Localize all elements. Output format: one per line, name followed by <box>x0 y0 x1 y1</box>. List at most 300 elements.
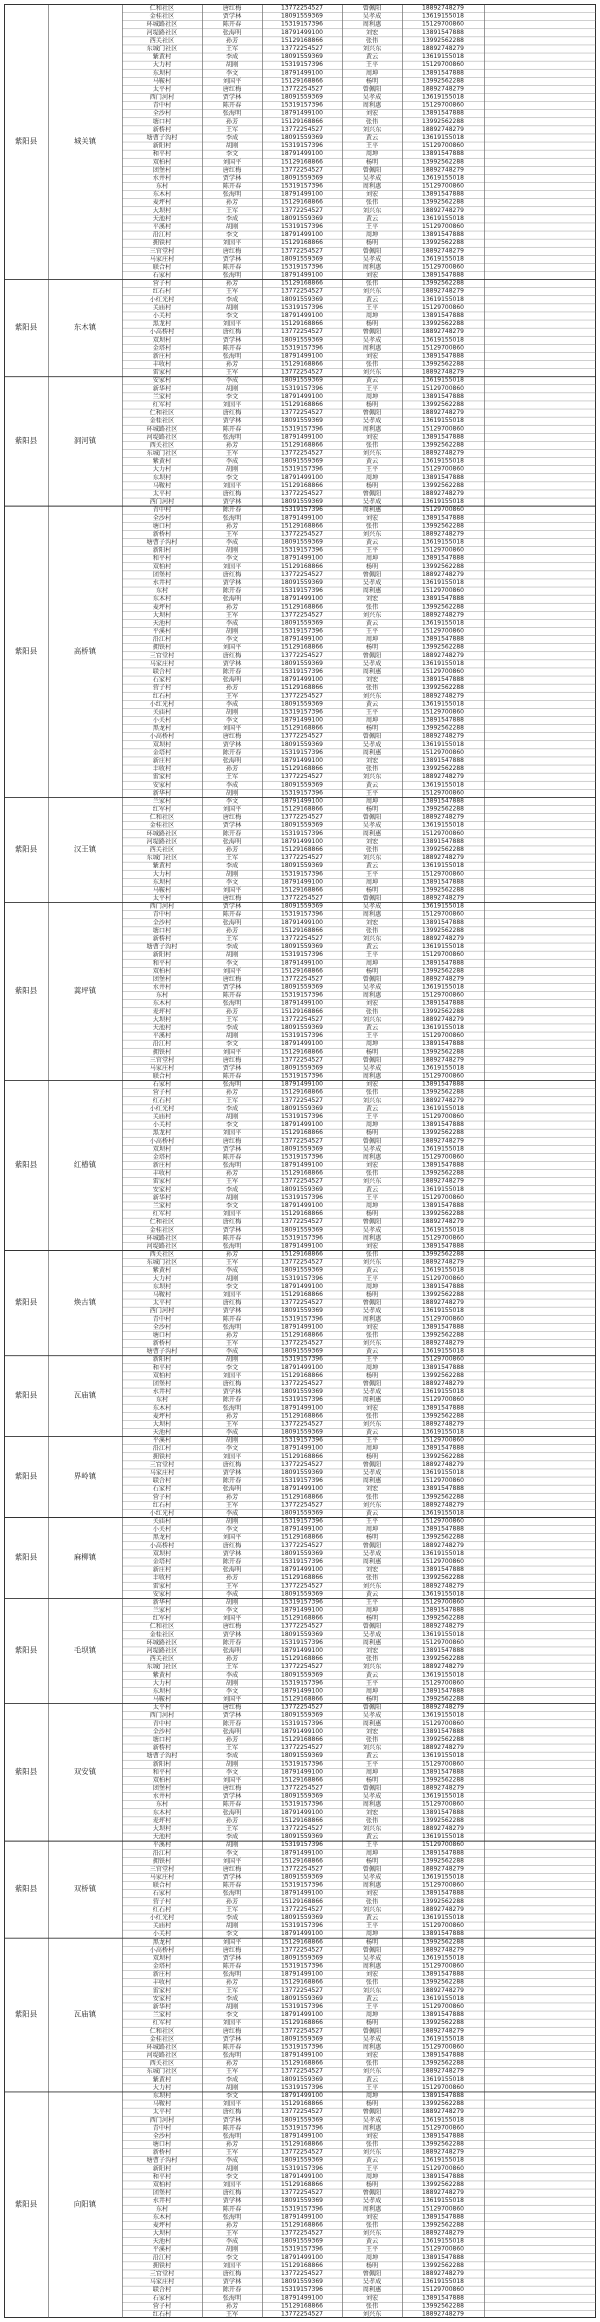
village-cell: 河堤路社区 <box>146 29 178 37</box>
village-cell: 沿江村 <box>152 231 172 239</box>
leader-phone-cell: 18091559369 <box>281 12 323 20</box>
contact-phone-cell: 18892748279 <box>422 975 464 983</box>
contact-name-cell: 王平 <box>365 870 379 878</box>
village-cell: 大力村 <box>152 466 172 474</box>
contact-phone-cell: 15129700860 <box>422 1113 464 1120</box>
leader-name-cell: 王军 <box>225 692 239 700</box>
leader-name-cell: 张海明 <box>222 2213 242 2221</box>
leader-name-cell: 贾学林 <box>222 1307 242 1315</box>
leader-name-cell: 王军 <box>225 1744 239 1752</box>
leader-name-cell: 孙芳 <box>225 441 239 449</box>
leader-name-cell: 李文 <box>225 878 239 886</box>
leader-phone-cell: 15319157396 <box>281 1153 323 1161</box>
contact-name-cell: 刘宏 <box>365 1809 379 1817</box>
contact-phone-cell: 15129700860 <box>422 61 464 69</box>
leader-name-cell: 李成 <box>225 2157 239 2165</box>
village-cell: 环城路社区 <box>146 2043 178 2051</box>
village-cell: 新庄村 <box>152 757 172 765</box>
village-cell: 仁和社区 <box>149 409 175 417</box>
leader-name-cell: 胡刚 <box>225 2084 239 2092</box>
town-label: 红椿镇 <box>73 1160 97 1170</box>
village-cell: 马鞍村 <box>152 482 172 490</box>
village-cell: 大坝村 <box>152 611 172 619</box>
contact-name-cell: 王平 <box>365 1356 379 1364</box>
leader-name-cell: 贾学林 <box>222 1388 242 1396</box>
leader-phone-cell: 18791499100 <box>281 231 323 239</box>
leader-name-cell: 胡刚 <box>225 1518 239 1526</box>
town-label: 向阳镇 <box>73 2199 97 2209</box>
leader-name-cell: 李成 <box>225 1024 239 1032</box>
leader-name-cell: 贾学林 <box>222 2116 242 2124</box>
contact-phone-cell: 18892748279 <box>422 449 464 457</box>
village-cell: 和平村 <box>152 150 172 158</box>
village-cell: 东城门社区 <box>146 1663 178 1671</box>
leader-name-cell: 李文 <box>225 2254 239 2262</box>
contact-name-cell: 周利惠 <box>362 1963 382 1971</box>
village-cell: 塘口村 <box>152 1736 172 1744</box>
contact-name-cell: 杨明 <box>365 1453 379 1461</box>
contact-phone-cell: 18892748279 <box>422 1501 464 1509</box>
village-cell: 河堤路社区 <box>146 1647 178 1655</box>
leader-name-cell: 孙芳 <box>225 1979 239 1987</box>
leader-name-cell: 孙芳 <box>225 2060 239 2068</box>
leader-name-cell: 孙芳 <box>225 1655 239 1663</box>
leader-phone-cell: 18091559369 <box>281 255 323 263</box>
leader-name-cell: 孙芳 <box>225 1493 239 1501</box>
contact-phone-cell: 13891547888 <box>422 392 464 400</box>
contact-name-cell: 吴孝成 <box>362 1550 382 1558</box>
village-cell: 团堡村 <box>152 1785 172 1793</box>
contact-phone-cell: 13619155018 <box>422 740 464 748</box>
village-cell: 河堤路社区 <box>146 838 178 846</box>
village-cell: 西关社区 <box>149 846 175 854</box>
leader-phone-cell: 18791499100 <box>281 1889 323 1897</box>
leader-phone-cell: 13772254527 <box>281 2067 323 2075</box>
village-cell: 丰收村 <box>152 1574 172 1582</box>
contact-name-cell: 王平 <box>365 1922 379 1930</box>
leader-phone-cell: 18091559369 <box>281 93 323 101</box>
village-cell: 东村 <box>155 2205 169 2213</box>
contact-name-cell: 曾佩阳 <box>362 1623 382 1631</box>
leader-name-cell: 唐红梅 <box>222 895 242 903</box>
leader-name-cell: 陈开春 <box>222 2286 242 2294</box>
contact-name-cell: 曾佩阳 <box>362 1461 382 1469</box>
contact-phone-cell: 18892748279 <box>422 570 464 578</box>
contact-name-cell: 杨明 <box>365 967 379 975</box>
contact-name-cell: 周利惠 <box>362 344 382 352</box>
village-cell: 天池村 <box>152 1024 172 1032</box>
contact-name-cell: 黄云 <box>365 1752 379 1760</box>
leader-phone-cell: 18091559369 <box>281 2197 323 2205</box>
contact-phone-cell: 13992562288 <box>422 1331 464 1339</box>
contact-phone-cell: 15129700860 <box>422 1032 464 1040</box>
contact-phone-cell: 13619155018 <box>422 1064 464 1072</box>
leader-phone-cell: 18791499100 <box>281 1485 323 1493</box>
leader-name-cell: 李文 <box>225 1040 239 1048</box>
leader-name-cell: 唐红梅 <box>222 814 242 822</box>
leader-name-cell: 陈开春 <box>222 1801 242 1809</box>
leader-phone-cell: 15319157396 <box>281 1072 323 1080</box>
village-cell: 新华村 <box>152 1194 172 1202</box>
leader-phone-cell: 15319157396 <box>281 1598 323 1606</box>
contact-phone-cell: 15129700860 <box>422 1679 464 1687</box>
contact-phone-cell: 15129700860 <box>422 546 464 554</box>
village-cell: 麦坪村 <box>152 1817 172 1825</box>
leader-phone-cell: 15319157396 <box>281 546 323 554</box>
leader-phone-cell: 13772254527 <box>281 692 323 700</box>
contact-phone-cell: 13619155018 <box>422 2075 464 2083</box>
contact-name-cell: 周利惠 <box>362 1801 382 1809</box>
leader-name-cell: 王军 <box>225 369 239 377</box>
leader-name-cell: 陈开春 <box>222 1234 242 1242</box>
village-cell: 红石村 <box>152 1501 172 1509</box>
contact-name-cell: 曾佩阳 <box>362 571 382 579</box>
contact-name-cell: 刘宏 <box>365 2213 379 2221</box>
contact-name-cell: 张伟 <box>365 603 379 611</box>
village-cell: 营子村 <box>152 280 172 288</box>
village-cell: 马家庄村 <box>149 660 175 668</box>
village-cell: 团堡村 <box>152 975 172 983</box>
village-cell: 三官堂村 <box>149 247 175 255</box>
village-cell: 关庙村 <box>152 304 172 312</box>
leader-name-cell: 唐红梅 <box>222 166 242 174</box>
contact-phone-cell: 13619155018 <box>422 619 464 627</box>
contact-name-cell: 刘宏 <box>365 1566 379 1574</box>
village-cell: 天池村 <box>152 1833 172 1841</box>
county-label: 紫阳县 <box>14 1471 38 1481</box>
contact-phone-cell: 13992562288 <box>422 926 464 934</box>
village-cell: 紫黄村 <box>152 862 172 870</box>
contact-phone-cell: 15129700860 <box>422 991 464 999</box>
village-cell: 马鞍村 <box>152 1291 172 1299</box>
contact-name-cell: 曾佩阳 <box>362 1056 382 1064</box>
leader-name-cell: 李文 <box>225 555 239 563</box>
leader-phone-cell: 18791499100 <box>281 716 323 724</box>
contact-name-cell: 曾佩阳 <box>362 975 382 983</box>
leader-phone-cell: 13772254527 <box>281 206 323 214</box>
leader-phone-cell: 18091559369 <box>281 2156 323 2164</box>
county-label: 紫阳县 <box>14 1645 38 1655</box>
leader-phone-cell: 18091559369 <box>281 983 323 991</box>
contact-phone-cell: 15129700860 <box>422 2003 464 2010</box>
contact-phone-cell: 15129700860 <box>422 20 464 28</box>
leader-name-cell: 贾学林 <box>222 498 242 506</box>
contact-phone-cell: 15129700860 <box>422 2083 464 2091</box>
leader-phone-cell: 13772254527 <box>281 1905 323 1913</box>
contact-name-cell: 刘宏 <box>365 1323 379 1331</box>
leader-phone-cell: 18091559369 <box>281 1711 323 1719</box>
village-cell: 联合村 <box>152 1477 172 1485</box>
leader-name-cell: 李成 <box>225 1833 239 1841</box>
county-label: 紫阳县 <box>14 2199 38 2209</box>
leader-name-cell: 胡刚 <box>225 951 239 959</box>
leader-name-cell: 陈开春 <box>222 992 242 1000</box>
contact-name-cell: 周利惠 <box>362 1396 382 1404</box>
village-cell: 双柏村 <box>152 1776 172 1784</box>
leader-phone-cell: 13772254527 <box>281 1096 323 1104</box>
leader-phone-cell: 13772254527 <box>281 1865 323 1873</box>
contact-phone-cell: 13992562288 <box>422 2100 464 2108</box>
contact-name-cell: 张伟 <box>365 765 379 773</box>
contact-phone-cell: 13992562288 <box>422 36 464 44</box>
contact-phone-cell: 13891547888 <box>422 150 464 158</box>
leader-name-cell: 孙芳 <box>225 2141 239 2149</box>
leader-phone-cell: 15319157396 <box>281 142 323 150</box>
contact-phone-cell: 18892748279 <box>422 732 464 740</box>
contact-name-cell: 黄云 <box>365 215 379 223</box>
document-page <box>4 4 596 2318</box>
leader-name-cell: 王军 <box>225 2068 239 2076</box>
leader-name-cell: 李成 <box>225 377 239 385</box>
contact-phone-cell: 15129700860 <box>422 2286 464 2294</box>
leader-phone-cell: 15319157396 <box>281 668 323 675</box>
leader-name-cell: 李文 <box>225 2173 239 2181</box>
village-cell: 紫黄村 <box>152 2076 172 2084</box>
leader-name-cell: 贾学林 <box>222 13 242 21</box>
contact-phone-cell: 15129700860 <box>422 789 464 797</box>
contact-phone-cell: 18892748279 <box>422 1744 464 1752</box>
village-cell: 团堡村 <box>152 2189 172 2197</box>
leader-name-cell: 唐红梅 <box>222 1137 242 1145</box>
contact-phone-cell: 13891547888 <box>422 312 464 319</box>
contact-name-cell: 刘宏 <box>365 1485 379 1493</box>
contact-phone-cell: 18892748279 <box>422 1299 464 1307</box>
village-cell: 东城门社区 <box>146 45 178 53</box>
leader-name-cell: 李文 <box>225 474 239 482</box>
contact-name-cell: 王平 <box>365 1437 379 1445</box>
contact-phone-cell: 13619155018 <box>422 336 464 344</box>
village-cell: 太平村 <box>152 85 172 93</box>
village-cell: 大坝村 <box>152 1825 172 1833</box>
leader-name-cell: 孙芳 <box>225 2302 239 2310</box>
contact-phone-cell: 15129700860 <box>422 303 464 311</box>
leader-phone-cell: 18791499100 <box>281 1161 323 1169</box>
contact-phone-cell: 13891547888 <box>422 595 464 603</box>
contact-phone-cell: 18892748279 <box>422 530 464 538</box>
leader-name-cell: 陈开春 <box>222 102 242 110</box>
contact-phone-cell: 18892748279 <box>422 1420 464 1428</box>
leader-phone-cell: 15129168866 <box>281 2261 323 2269</box>
leader-phone-cell: 13772254527 <box>281 4 323 12</box>
contact-name-cell: 杨明 <box>365 482 379 490</box>
contact-phone-cell: 18892748279 <box>422 813 464 821</box>
leader-phone-cell: 18091559369 <box>281 579 323 586</box>
leader-phone-cell: 18091559369 <box>281 295 323 303</box>
contact-name-cell: 周坤 <box>365 69 379 77</box>
leader-phone-cell: 15319157396 <box>281 2286 323 2294</box>
village-cell: 大力村 <box>152 870 172 878</box>
leader-name-cell: 胡刚 <box>225 628 239 636</box>
leader-name-cell: 李成 <box>225 458 239 466</box>
village-cell: 马家庄村 <box>149 1469 175 1477</box>
village-cell: 石家村 <box>152 2294 172 2302</box>
leader-phone-cell: 15129168866 <box>281 117 323 125</box>
leader-phone-cell: 15129168866 <box>281 1169 323 1177</box>
village-cell: 天池村 <box>152 215 172 223</box>
contact-phone-cell: 13992562288 <box>422 724 464 732</box>
contact-phone-cell: 18892748279 <box>422 2189 464 2197</box>
leader-phone-cell: 18791499100 <box>281 1606 323 1614</box>
village-cell: 小高桥村 <box>149 1137 175 1145</box>
contact-name-cell: 周利惠 <box>362 749 382 757</box>
contact-phone-cell: 13891547888 <box>422 190 464 198</box>
village-cell: 石家村 <box>152 676 172 684</box>
leader-name-cell: 唐红梅 <box>222 2270 242 2278</box>
village-cell: 小红光村 <box>149 1105 175 1113</box>
contact-phone-cell: 13992562288 <box>422 401 464 408</box>
contact-name-cell: 吴孝成 <box>362 741 382 749</box>
leader-name-cell: 李成 <box>225 1186 239 1194</box>
leader-name-cell: 唐红梅 <box>222 1785 242 1793</box>
contact-name-cell: 吴孝成 <box>362 579 382 587</box>
contact-name-cell: 张伟 <box>365 2141 379 2149</box>
contact-phone-cell: 13619155018 <box>422 1266 464 1274</box>
contact-name-cell: 周利惠 <box>362 2043 382 2051</box>
contact-phone-cell: 13992562288 <box>422 279 464 287</box>
leader-name-cell: 刘国平 <box>222 2019 242 2027</box>
village-cell: 东村 <box>155 183 169 191</box>
leader-phone-cell: 15129168866 <box>281 1978 323 1986</box>
contact-phone-cell: 13619155018 <box>422 781 464 789</box>
leader-name-cell: 刘国平 <box>222 563 242 571</box>
leader-phone-cell: 13772254527 <box>281 975 323 983</box>
contact-name-cell: 张伟 <box>365 2060 379 2068</box>
contact-name-cell: 张伟 <box>365 2221 379 2229</box>
village-cell: 塘曹子沟村 <box>146 539 178 547</box>
leader-name-cell: 王军 <box>225 611 239 619</box>
contact-name-cell: 周坤 <box>365 393 379 401</box>
village-cell: 红石村 <box>152 1097 172 1105</box>
leader-phone-cell: 15319157396 <box>281 1558 323 1565</box>
contact-name-cell: 周坤 <box>365 636 379 644</box>
contact-phone-cell: 13992562288 <box>422 117 464 125</box>
contact-name-cell: 张伟 <box>365 1170 379 1178</box>
county-label: 紫阳县 <box>14 1766 38 1776</box>
leader-name-cell: 孙芳 <box>225 199 239 207</box>
contact-name-cell: 杨明 <box>365 401 379 409</box>
leader-phone-cell: 15319157396 <box>281 991 323 999</box>
leader-phone-cell: 13772254527 <box>281 328 323 336</box>
contact-name-cell: 杨明 <box>365 1857 379 1865</box>
leader-name-cell: 李文 <box>225 1121 239 1129</box>
contact-name-cell: 周坤 <box>365 959 379 967</box>
leader-phone-cell: 15129168866 <box>281 1007 323 1015</box>
village-cell: 东村 <box>155 992 169 1000</box>
contact-phone-cell: 13992562288 <box>422 2302 464 2310</box>
contact-name-cell: 刘宏 <box>365 2132 379 2140</box>
contact-phone-cell: 13992562288 <box>422 1291 464 1298</box>
contact-name-cell: 张伟 <box>365 1655 379 1663</box>
leader-name-cell: 孙芳 <box>225 37 239 45</box>
contact-phone-cell: 13619155018 <box>422 93 464 101</box>
leader-name-cell: 张海明 <box>222 1404 242 1412</box>
leader-phone-cell: 18091559369 <box>281 1590 323 1598</box>
contact-name-cell: 周利惠 <box>362 263 382 271</box>
contact-name-cell: 黄云 <box>365 943 379 951</box>
leader-phone-cell: 18791499100 <box>281 1566 323 1574</box>
contact-name-cell: 张伟 <box>365 1251 379 1259</box>
contact-name-cell: 周利惠 <box>362 1558 382 1566</box>
leader-name-cell: 李成 <box>225 781 239 789</box>
leader-phone-cell: 13772254527 <box>281 166 323 174</box>
contact-phone-cell: 13891547888 <box>422 837 464 845</box>
contact-name-cell: 黄云 <box>365 2157 379 2165</box>
village-cell: 东村 <box>155 1801 169 1809</box>
contact-phone-cell: 13992562288 <box>422 1776 464 1784</box>
leader-phone-cell: 13772254527 <box>281 2229 323 2237</box>
leader-name-cell: 陈开春 <box>222 2124 242 2132</box>
contact-phone-cell: 13891547888 <box>422 959 464 967</box>
leader-name-cell: 贾学林 <box>222 2278 242 2286</box>
village-cell: 安家村 <box>152 1995 172 2003</box>
leader-name-cell: 陈开春 <box>222 1396 242 1404</box>
contact-phone-cell: 13619155018 <box>422 1347 464 1355</box>
contact-phone-cell: 18892748279 <box>422 651 464 659</box>
leader-name-cell: 李文 <box>225 959 239 967</box>
leader-name-cell: 唐红梅 <box>222 2108 242 2116</box>
contact-phone-cell: 15129700860 <box>422 2205 464 2213</box>
village-cell: 小红光村 <box>149 700 175 708</box>
town-label: 东木镇 <box>73 322 97 332</box>
village-cell: 全沙村 <box>152 2132 172 2140</box>
leader-name-cell: 唐红梅 <box>222 409 242 417</box>
leader-phone-cell: 15319157396 <box>281 1396 323 1404</box>
leader-name-cell: 陈开春 <box>222 21 242 29</box>
contact-phone-cell: 13891547888 <box>422 999 464 1007</box>
village-cell: 金塔村 <box>152 749 172 757</box>
contact-name-cell: 刘兴东 <box>362 1259 382 1267</box>
village-cell: 新桥村 <box>152 935 172 943</box>
leader-name-cell: 贾学林 <box>222 1712 242 1720</box>
village-cell: 新华村 <box>152 2003 172 2011</box>
leader-phone-cell: 18791499100 <box>281 1727 323 1735</box>
leader-name-cell: 贾学林 <box>222 741 242 749</box>
contact-phone-cell: 13619155018 <box>422 1509 464 1517</box>
leader-phone-cell: 18791499100 <box>281 473 323 481</box>
contact-name-cell: 黄云 <box>365 296 379 304</box>
leader-name-cell: 孙芳 <box>225 927 239 935</box>
contact-phone-cell: 13619155018 <box>422 2197 464 2205</box>
contact-name-cell: 吴孝成 <box>362 822 382 830</box>
village-cell: 拥铁村 <box>152 1048 172 1056</box>
leader-phone-cell: 15319157396 <box>281 101 323 109</box>
contact-phone-cell: 18892748279 <box>422 409 464 417</box>
contact-name-cell: 周坤 <box>365 2092 379 2100</box>
contact-phone-cell: 13619155018 <box>422 1671 464 1679</box>
leader-name-cell: 贾学林 <box>222 1226 242 1234</box>
contact-phone-cell: 13891547888 <box>422 231 464 239</box>
leader-name-cell: 贾学林 <box>222 660 242 668</box>
contact-name-cell: 刘宏 <box>365 1728 379 1736</box>
contact-phone-cell: 15129700860 <box>422 668 464 675</box>
leader-phone-cell: 13772254527 <box>281 1784 323 1792</box>
contact-phone-cell: 15129700860 <box>422 182 464 190</box>
contact-phone-cell: 15129700860 <box>422 1315 464 1323</box>
contact-name-cell: 刘兴东 <box>362 2149 382 2157</box>
contact-name-cell: 黄云 <box>365 700 379 708</box>
county-label: 紫阳县 <box>14 2009 38 2019</box>
leader-name-cell: 张海明 <box>222 757 242 765</box>
village-cell: 雷家村 <box>152 1987 172 1995</box>
contact-phone-cell: 13992562288 <box>422 1371 464 1379</box>
leader-phone-cell: 18791499100 <box>281 999 323 1007</box>
leader-name-cell: 李文 <box>225 636 239 644</box>
leader-name-cell: 陈开春 <box>222 1963 242 1971</box>
village-cell: 小高桥村 <box>149 328 175 336</box>
contact-name-cell: 刘宏 <box>365 1890 379 1898</box>
contact-name-cell: 黄云 <box>365 1267 379 1275</box>
contact-name-cell: 周坤 <box>365 1445 379 1453</box>
